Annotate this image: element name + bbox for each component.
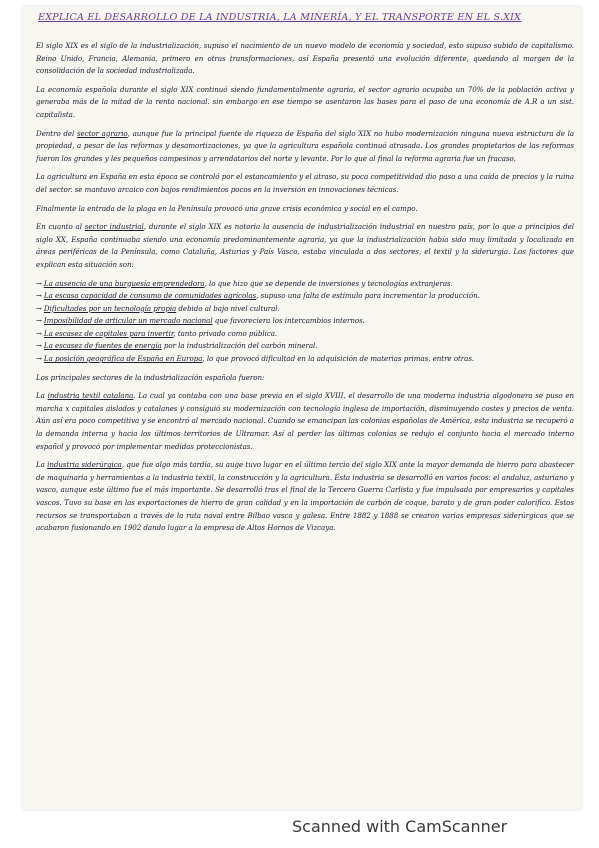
- scanned-page: [22, 6, 582, 810]
- textil-text: . La cual ya contaba con una base previa en el siglo XVIII, el desarrollo de una moderna industria algodonera se puso en marcha x capitales aislados y catalanes y consiguió su modernización con tecnología inglesa de importación, disminuyendo costes y precios de venta. Aún así era poco competitiva y se encontró al mercado nacional. Cuando se emancipan las colonias españolas de América, esta industria se recuperó a la demanda interna y hacia los últimos territorios de Ultramar. Así al perder las últimas colonias se redujo el conjunto hacia el mercado interno español y provocó por implementar medidas proteccionistas.: [36, 391, 574, 451]
- arrow-icon: →: [36, 278, 42, 288]
- textil-heading: industria textil catalana: [47, 391, 134, 401]
- arrow-icon: →: [36, 341, 42, 351]
- industrial-heading: sector industrial: [84, 222, 144, 232]
- paragraph-agrario: [36, 128, 574, 166]
- list-item: → La escasez de capitales para invertir, tanto privado como pública.: [36, 328, 278, 338]
- list-item: → La posición geográfica de España en Europa, lo que provocó dificultad en la adquisición de materias primas, entre otras.: [36, 354, 475, 364]
- agrario-heading: sector agrario: [76, 128, 128, 138]
- paragraph-plaga: Finalmente la entrada de la plaga en la Península provocó una grave crisis económica y social en el campo.: [36, 203, 418, 213]
- paragraph-agriculture: La agricultura en España en esta época se controló por el estancamiento y el atraso, su poca competitividad dio paso a una caída de precios y la ruina del sector. se mantuvo arcaico con bajos rendimientos pocos en la inversión en innovaciones técnicas.: [36, 172, 574, 194]
- arrow-icon: →: [36, 316, 42, 326]
- arrow-icon: →: [36, 328, 42, 338]
- page-title: EXPLICA EL DESARROLLO DE LA INDUSTRIA, LA MINERÍA, Y EL TRANSPORTE EN EL S.XIX: [38, 12, 522, 23]
- list-item: → La ausencia de una burguesía emprendedora, lo que hizo que se depende de inversiones y tecnologías extranjeras.: [36, 278, 453, 288]
- agrario-pre: Dentro del: [36, 128, 77, 138]
- factors-list: [36, 278, 574, 366]
- list-item: → Imposibilidad de articular un mercado nacional que favoreciera los intercambios internos.: [36, 316, 365, 326]
- agrario-text: , aunque fue la principal fuente de riqueza de España del siglo XIX no hubo modernización ninguna nueva estructura de la propiedad, a pesar de las reformas y desamortizaciones, ya que la agricultura española continuó atrasada. Los grandes propietarios de las reformas fueron los grandes y les pequeños campesinos y arrendatarios del norte y levante. Por lo que al final la reforma agraria fue un fracaso.: [36, 128, 575, 163]
- paragraph-industrial: [36, 221, 574, 271]
- arrow-icon: →: [36, 291, 42, 301]
- paragraph-textil: [36, 390, 574, 453]
- arrow-icon: →: [36, 303, 42, 313]
- textil-pre: La: [36, 391, 48, 401]
- list-item: → La escasa capacidad de consumo de comunidades agrícolas, supuso una falta de estímulo para incrementar la producción.: [36, 291, 480, 301]
- handwritten-body: [36, 40, 574, 541]
- list-item: → La escasez de fuentes de energía por la industrialización del carbón mineral.: [36, 341, 318, 351]
- industrial-text: , durante el siglo XIX es notoria la ausencia de industrialización industrial en nuestro país, por lo que a principios del siglo XX, España continuaba siendo una economía predominantemente agraria, ya que la industrialización había sido muy limitada y localizada en áreas periféricas de la Península, como Cataluña, Asturias y País Vasco, estaba vinculada a dos sectores, el textil y la siderurgia. Los factores que explican esta situación son:: [36, 222, 575, 269]
- paragraph-siderurgica: [36, 459, 574, 535]
- siderurgica-pre: La: [36, 460, 48, 470]
- paragraph-economy: La economía española durante el siglo XIX continuó siendo fundamentalmente agraria, el sector agrario ocupaba un 70% de la población activa y generaba más de la mitad de la renta nacional. sin embargo en ese tiempo se asentaron las bases para el paso de una economía de A.R a un sist. capitalista.: [36, 84, 574, 119]
- industrial-pre: En cuanto al: [36, 222, 85, 232]
- paragraph-intro: El siglo XIX es el siglo de la industrialización, supuso el nacimiento de un nuevo modelo de economía y sociedad, esto supuso subida de capitalismo. Reino Unido, Francia, Alemania, primero en otras transformaciones, así España presentó una evolución diferente, quedando al margen de la consolidación de la sociedad industrializada.: [36, 41, 574, 76]
- list-item: → Dificultades por un tecnología propia debido al bajo nivel cultural.: [36, 303, 280, 313]
- scanner-watermark: Scanned with CamScanner: [292, 817, 508, 836]
- siderurgica-text: , que fue algo más tardía, su auge tuvo lugar en el último tercio del siglo XIX ante la mayor demanda de hierro para abastecer de maquinaria y herramientas a la industria textil, la construcción y la agricultura. Esta industria se desarrolló en varios focos: el andaluz, asturiano y vasco, aunque este último fue el más importante. Se desarrolló tras el final de la Tercera Guerra Carlista y fue impulsada por empresarios y capitales vascos. Tuvo su base en las exportaciones de hierro de gran calidad y en la importación de carbón de coque, barato y de gran poder calorífico. Estos recursos se transportaban a través de la ruta naval entre Bilbao vasca y galesa. Entre 1882 y 1888 se crearon varias empresas siderúrgicas que se acabaron fusionando en 1902 dando lugar a la empresa de Altos Hornos de Vizcaya.: [36, 460, 575, 533]
- arrow-icon: →: [36, 354, 42, 364]
- siderurgica-heading: industria siderúrgica: [47, 460, 122, 470]
- paragraph-closing: Los principales sectores de la industrialización española fueron:: [36, 372, 265, 382]
